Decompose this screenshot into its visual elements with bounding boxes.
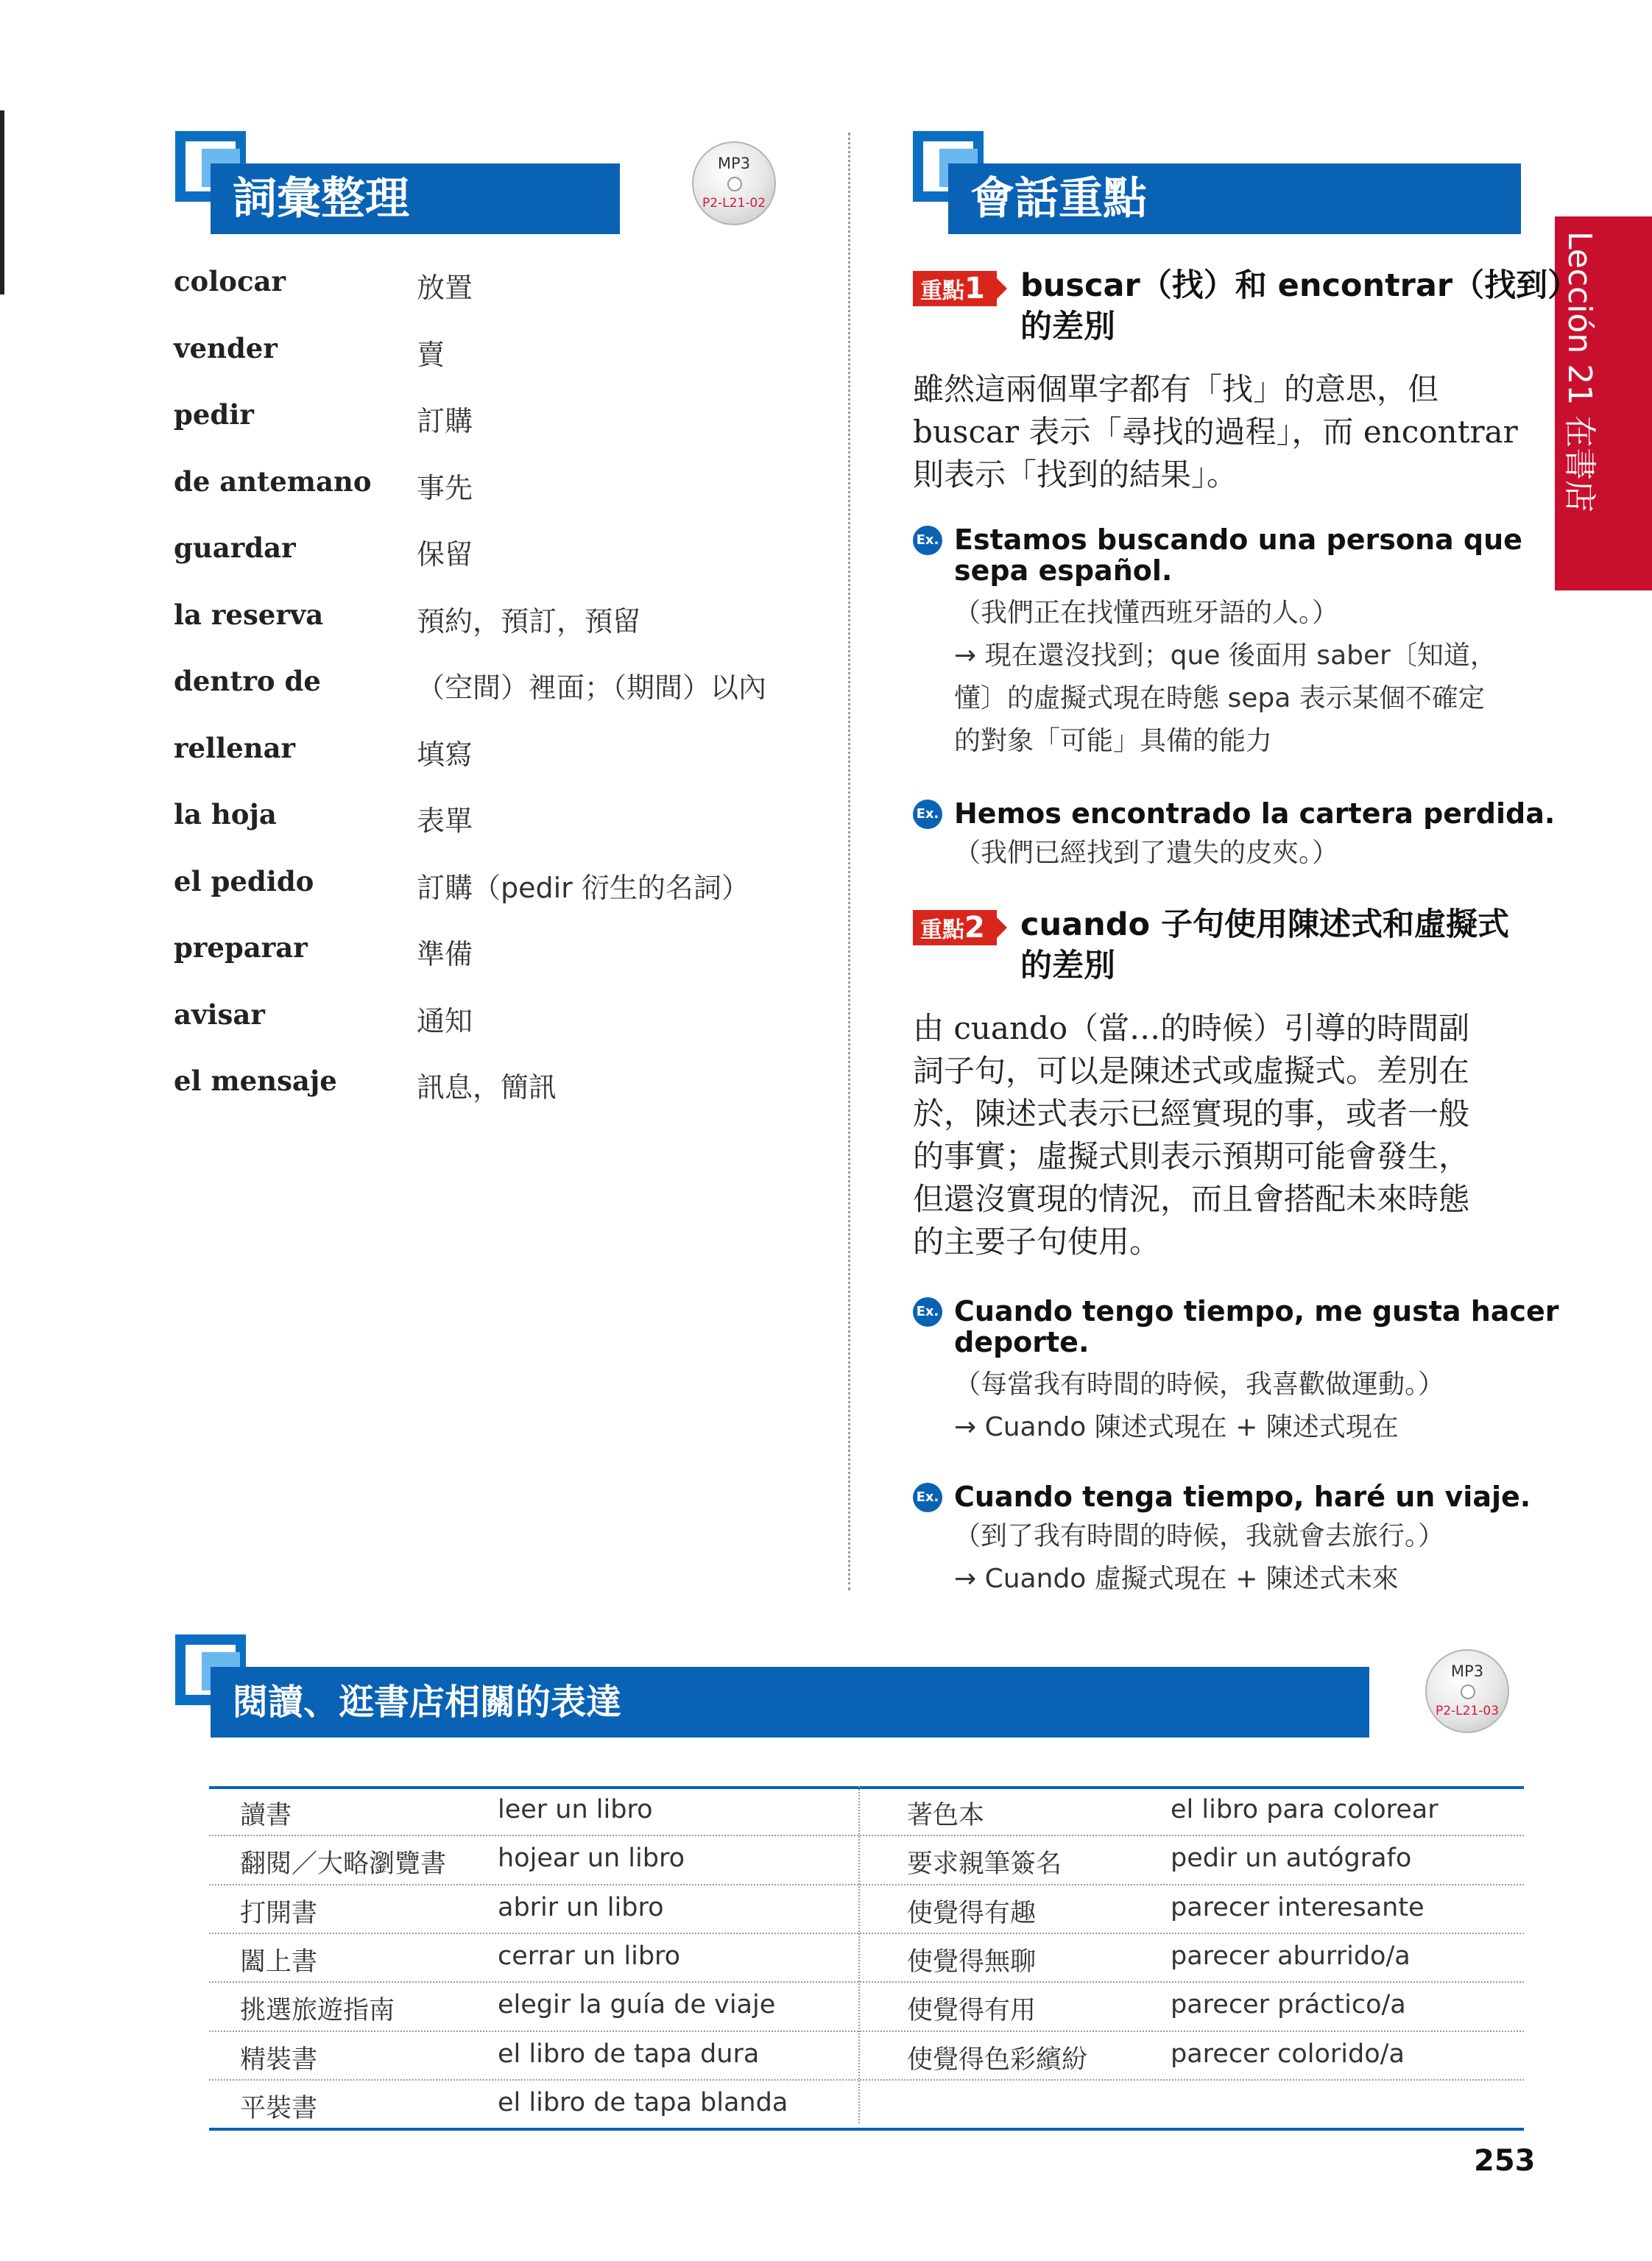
page-edge-mark — [0, 110, 4, 294]
vocab-row — [174, 665, 836, 709]
vocab-spanish: dentro de — [174, 665, 321, 697]
column-divider — [848, 133, 850, 1590]
vocab-spanish: la reserva — [174, 599, 324, 631]
vocab-chinese: 準備 — [417, 938, 473, 970]
table-cell-chinese: 使覺得有趣 — [907, 1899, 1037, 1928]
table-bottom-border — [209, 2128, 1524, 2131]
vocab-spanish: pedir — [174, 398, 254, 431]
example-translation: 懂〕的虛擬式現在時態 sepa 表示某個不確定 — [954, 683, 1485, 713]
vocab-spanish: el mensaje — [174, 1065, 337, 1097]
table-cell-spanish: hojear un libro — [498, 1844, 685, 1873]
example-spanish: deporte. — [954, 1326, 1090, 1358]
vocab-row — [174, 865, 836, 909]
table-cell-chinese: 使覺得色彩繽紛 — [907, 2045, 1088, 2075]
key-point-badge — [913, 271, 1007, 306]
vocab-spanish: colocar — [174, 265, 286, 297]
lesson-label: Lección 21 在書店 — [1561, 231, 1598, 513]
mp3-cd-icon[interactable]: MP3 P2-L21-02 — [692, 141, 776, 225]
example-spanish: Cuando tenga tiempo, haré un viaje. — [954, 1481, 1531, 1513]
vocab-row — [174, 1065, 836, 1109]
table-cell-spanish: leer un libro — [498, 1795, 653, 1824]
explanation-line: 的事實；虛擬式則表示預期可能會發生， — [913, 1138, 1470, 1174]
vocab-spanish: rellenar — [174, 732, 296, 764]
example-translation: → Cuando 虛擬式現在 + 陳述式未來 — [954, 1564, 1399, 1594]
table-cell-chinese: 精裝書 — [240, 2045, 318, 2075]
table-cell-spanish: parecer aburrido/a — [1171, 1941, 1411, 1971]
key-point-number: 2 — [964, 911, 985, 945]
table-row-divider — [209, 1933, 1524, 1934]
example-icon: Ex. — [913, 1297, 942, 1327]
explanation-line: buscar 表示「尋找的過程」，而 encontrar — [913, 414, 1518, 450]
table-cell-spanish: parecer interesante — [1171, 1893, 1425, 1922]
vocab-row — [174, 931, 836, 976]
table-cell-chinese: 要求親筆簽名 — [907, 1849, 1062, 1879]
table-row-divider — [209, 2079, 1524, 2081]
grammar-header — [913, 163, 1521, 234]
table-column-divider — [858, 1786, 860, 2123]
vocab-chinese: 賣 — [417, 339, 445, 371]
vocab-row — [174, 599, 836, 643]
vocab-chinese: 放置 — [417, 272, 473, 304]
table-cell-chinese: 打開書 — [240, 1899, 318, 1928]
key-point-badge-box — [913, 910, 997, 945]
vocab-row — [174, 332, 836, 376]
vocab-spanish: la hoja — [174, 798, 277, 830]
table-row-divider — [209, 2031, 1524, 2032]
explanation-line: 的主要子句使用。 — [913, 1224, 1161, 1260]
key-point-badge-label: 重點 — [920, 278, 964, 304]
vocab-spanish: de antemano — [174, 465, 372, 498]
example-spanish: Estamos buscando una persona que — [954, 523, 1522, 556]
table-cell-spanish: elegir la guía de viaje — [498, 1990, 776, 2020]
key-point-title: 的差別 — [1020, 308, 1115, 345]
table-row-divider — [209, 1981, 1524, 1983]
mp3-cd-icon[interactable]: MP3 P2-L21-03 — [1425, 1649, 1509, 1733]
vocab-chinese: 填寫 — [417, 738, 473, 771]
vocab-title: 詞彙整理 — [233, 173, 409, 225]
vocab-spanish: preparar — [174, 931, 308, 964]
vocab-row — [174, 398, 836, 442]
table-cell-chinese: 讀書 — [240, 1801, 292, 1830]
explanation-line: 雖然這兩個單字都有「找」的意思，但 — [913, 371, 1439, 407]
table-cell-chinese: 使覺得無聊 — [907, 1947, 1037, 1977]
vocab-chinese: 預約，預訂，預留 — [417, 605, 641, 638]
example-icon: Ex. — [913, 526, 942, 555]
vocab-chinese: （空間）裡面；（期間）以內 — [417, 671, 767, 704]
expressions-header — [175, 1667, 1369, 1738]
explanation-line: 但還沒實現的情況，而且會搭配未來時態 — [913, 1181, 1470, 1217]
example-icon: Ex. — [913, 1483, 942, 1512]
example-translation: （我們已經找到了遺失的皮夾。） — [954, 838, 1339, 868]
table-cell-spanish: pedir un autógrafo — [1171, 1844, 1412, 1873]
vocab-header — [175, 163, 620, 234]
vocab-row — [174, 465, 836, 509]
table-row-divider — [209, 1835, 1524, 1836]
grammar-title: 會話重點 — [970, 173, 1147, 225]
table-top-border — [209, 1786, 1524, 1789]
explanation-line: 詞子句，可以是陳述式或虛擬式。差別在 — [913, 1053, 1470, 1089]
key-point-badge-box — [913, 271, 997, 306]
table-cell-spanish: cerrar un libro — [498, 1941, 681, 1971]
example-translation: 的對象「可能」具備的能力 — [954, 726, 1273, 756]
table-cell-spanish: parecer colorido/a — [1171, 2039, 1405, 2069]
table-cell-spanish: el libro de tapa dura — [498, 2039, 760, 2069]
example-translation: → Cuando 陳述式現在 + 陳述式現在 — [954, 1412, 1399, 1442]
vocab-spanish: vender — [174, 332, 278, 364]
table-cell-chinese: 翻閱／大略瀏覽書 — [240, 1849, 447, 1879]
table-cell-spanish: el libro para colorear — [1171, 1795, 1439, 1824]
table-cell-spanish: abrir un libro — [498, 1893, 664, 1922]
key-point-title: 的差別 — [1020, 948, 1115, 984]
example-translation: （每當我有時間的時候，我喜歡做運動。） — [954, 1369, 1445, 1400]
example-spanish: sepa español. — [954, 554, 1173, 587]
table-cell-chinese: 著色本 — [907, 1801, 985, 1830]
explanation-line: 由 cuando（當…的時候）引導的時間副 — [913, 1010, 1470, 1046]
example-translation: （到了我有時間的時候，我就會去旅行。） — [954, 1521, 1445, 1551]
vocab-chinese: 事先 — [417, 472, 473, 504]
explanation-line: 於，陳述式表示已經實現的事，或者一般 — [913, 1096, 1470, 1132]
vocab-row — [174, 732, 836, 776]
example-translation: （我們正在找懂西班牙語的人。） — [954, 598, 1339, 628]
example-spanish: Cuando tengo tiempo, me gusta hacer — [954, 1295, 1559, 1327]
badge-arrow-icon — [997, 917, 1007, 938]
example-icon: Ex. — [913, 800, 942, 829]
table-cell-spanish: parecer práctico/a — [1171, 1990, 1406, 2020]
table-cell-chinese: 挑選旅遊指南 — [240, 1996, 395, 2025]
vocab-chinese: 通知 — [417, 1005, 473, 1037]
example-spanish: Hemos encontrado la cartera perdida. — [954, 797, 1556, 830]
vocab-spanish: guardar — [174, 532, 296, 564]
vocab-spanish: avisar — [174, 998, 265, 1031]
vocab-row — [174, 998, 836, 1043]
key-point-number: 1 — [964, 272, 985, 306]
key-point-badge — [913, 910, 1007, 945]
explanation-line: 則表示「找到的結果」。 — [913, 456, 1238, 493]
vocab-chinese: 訂購 — [417, 405, 473, 437]
table-cell-chinese: 闔上書 — [240, 1947, 318, 1977]
vocab-row — [174, 532, 836, 576]
key-point-title: buscar（找）和 encontrar（找到） — [1020, 267, 1580, 304]
key-point-title: cuando 子句使用陳述式和虛擬式 — [1020, 906, 1510, 943]
example-translation: → 現在還沒找到；que 後面用 saber〔知道， — [954, 641, 1497, 671]
badge-arrow-icon — [997, 278, 1007, 299]
table-cell-chinese: 平裝書 — [240, 2094, 318, 2123]
table-cell-chinese: 使覺得有用 — [907, 1996, 1037, 2025]
vocab-row — [174, 265, 836, 309]
page-number: 253 — [1474, 2144, 1536, 2178]
vocab-chinese: 表單 — [417, 805, 473, 837]
vocab-row — [174, 798, 836, 842]
vocab-spanish: el pedido — [174, 865, 314, 897]
table-row-divider — [209, 1884, 1524, 1886]
key-point-badge-label: 重點 — [920, 917, 964, 943]
vocab-chinese: 訊息，簡訊 — [417, 1071, 557, 1104]
vocab-chinese: 保留 — [417, 538, 473, 571]
table-cell-spanish: el libro de tapa blanda — [498, 2088, 788, 2117]
vocab-chinese: 訂購（pedir 衍生的名詞） — [417, 872, 749, 904]
expressions-title: 閱讀、逛書店相關的表達 — [233, 1682, 622, 1723]
